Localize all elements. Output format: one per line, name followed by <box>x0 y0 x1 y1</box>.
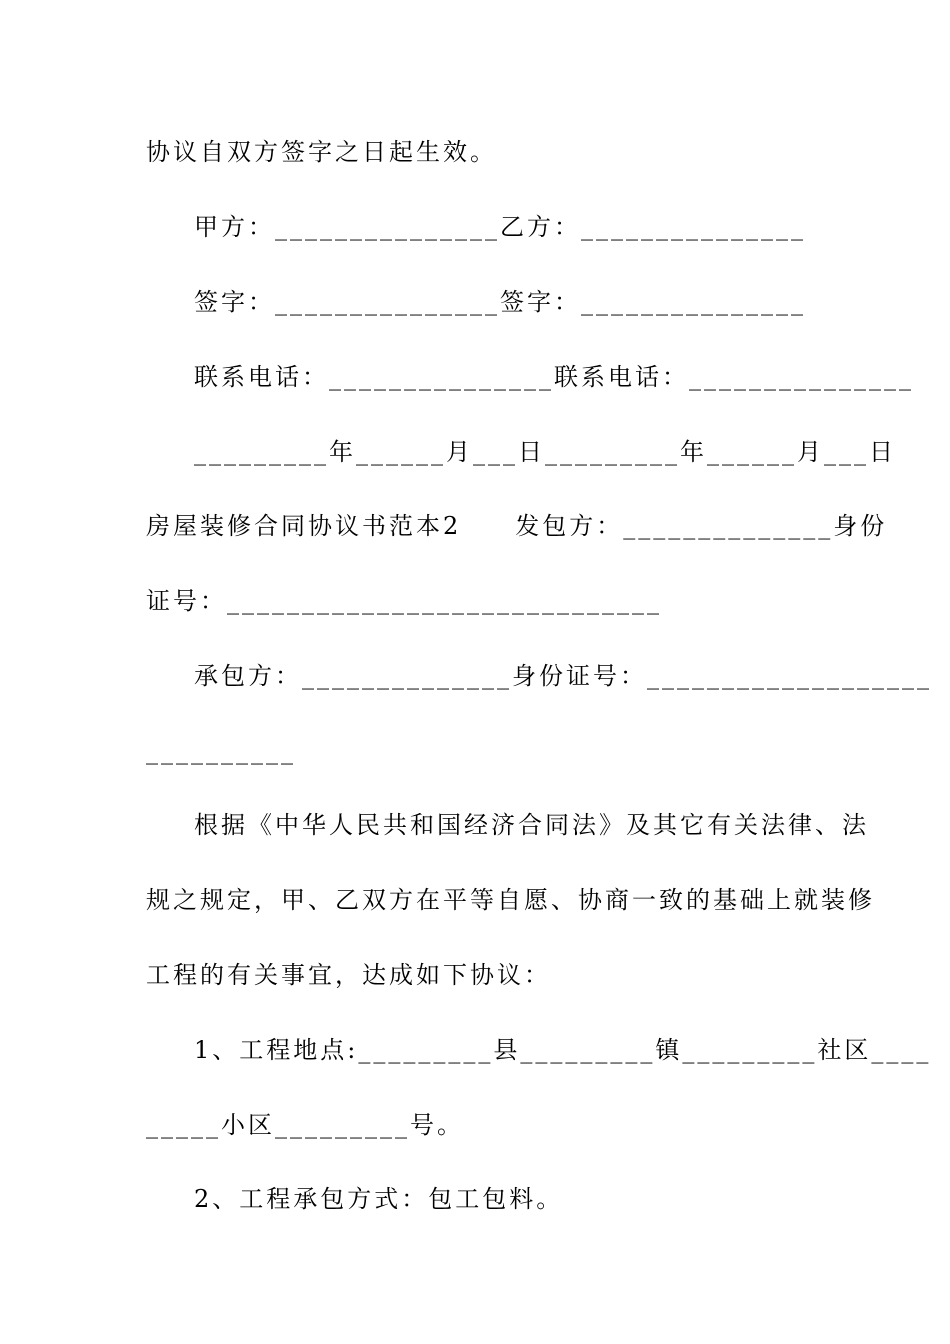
clause-1-location-line-1: 1、工程地点:_________县_________镇_________社区____ <box>194 1036 932 1064</box>
preamble-paragraph-line-2: 规之规定，甲、乙双方在平等自愿、协商一致的基础上就装修 <box>146 886 875 914</box>
contractor-line: 承包方：______________身份证号：___________________ <box>194 662 932 690</box>
employer-id-line: 证号：_____________________________ <box>146 587 662 615</box>
clause-2-contract-method: 2、工程承包方式：包工包料。 <box>194 1185 564 1213</box>
effective-clause-text: 协议自双方签字之日起生效。 <box>146 138 497 166</box>
contractor-id-continuation: __________ <box>146 737 296 765</box>
clause-1-location-line-2: _____小区_________号。 <box>146 1111 464 1139</box>
contract-title-employer-line: 房屋装修合同协议书范本2 发包方：______________身份 <box>146 512 888 540</box>
preamble-paragraph-line-1: 根据《中华人民共和国经济合同法》及其它有关法律、法 <box>194 811 869 839</box>
preamble-paragraph-line-3: 工程的有关事宜，达成如下协议： <box>146 961 551 989</box>
party-a-b-line: 甲方：_______________乙方：_______________ <box>194 213 806 241</box>
contact-phone-line: 联系电话：_______________联系电话：_______________ <box>194 363 914 391</box>
signature-line: 签字：_______________签字：_______________ <box>194 288 806 316</box>
date-line: _________年______月___日_________年______月___日 <box>194 438 896 466</box>
